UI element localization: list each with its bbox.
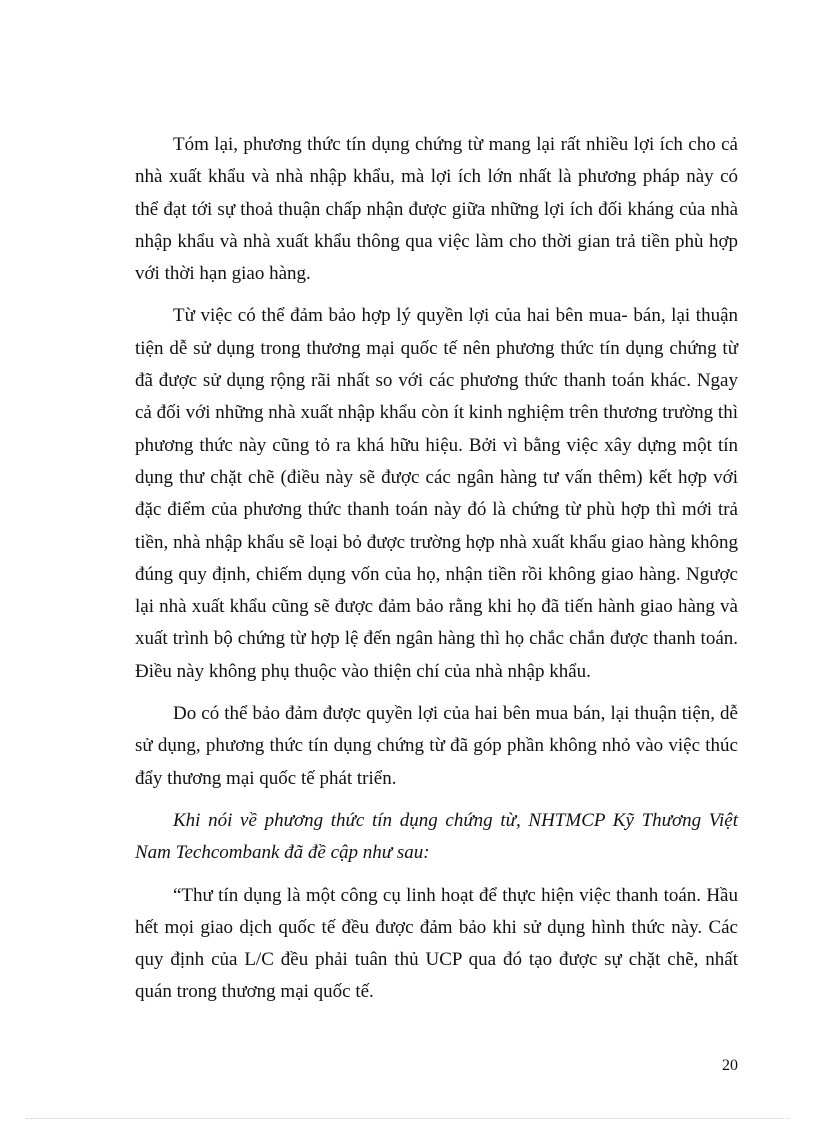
paragraph-trade-promotion: Do có thể bảo đảm được quyền lợi của hai bên mua bán, lại thuận tiện, dễ sử dụng, phương thức tín dụng chứng từ đã góp phần không nhỏ vào việc thúc đẩy thương mại quốc tế phát triển. xyxy=(135,703,738,789)
paragraph-summary: Tóm lại, phương thức tín dụng chứng từ mang lại rất nhiều lợi ích cho cả nhà xuất khẩu và nhà nhập khẩu, mà lợi ích lớn nhất là phương pháp này có thể đạt tới sự thoả thuận chấp nhận được giữa những lợi ích đối kháng của nhà nhập khẩu và nhà xuất khẩu thông qua việc làm cho thời gian trả tiền phù hợp với thời hạn giao hàng. xyxy=(135,134,738,285)
paragraph-quote: “Thư tín dụng là một công cụ linh hoạt để thực hiện việc thanh toán. Hầu hết mọi giao dịch quốc tế đều được đảm bảo khi sử dụng hình thức này. Các quy định của L/C đều phải tuân thủ UCP qua đó tạo được sự chặt chẽ, nhất quán trong thương mại quốc tế. xyxy=(135,884,738,1003)
document-body xyxy=(135,129,738,1019)
paragraph-benefits: Từ việc có thể đảm bảo hợp lý quyền lợi của hai bên mua- bán, lại thuận tiện dễ sử dụng trong thương mại quốc tế nên phương thức tín dụng chứng từ đã được sử dụng rộng rãi nhất so với các phương thức thanh toán khác. Ngay cả đối với những nhà xuất nhập khẩu còn ít kinh nghiệm trên thương trường thì phương thức này cũng tỏ ra khá hữu hiệu. Bởi vì bằng việc xây dựng một tín dụng thư chặt chẽ (điều này sẽ được các ngân hàng tư vấn thêm) kết hợp với đặc điểm của phương thức thanh toán này đó là chứng từ phù hợp thì mới trả tiền, nhà nhập khẩu sẽ loại bỏ được trường hợp nhà xuất khẩu giao hàng không đúng quy định, chiếm dụng vốn của họ, nhận tiền rồi không giao hàng. Ngược lại nhà xuất khẩu cũng sẽ được đảm bảo rằng khi họ đã tiến hành giao hàng và xuất trình bộ chứng từ hợp lệ đến ngân hàng thì họ chắc chắn được thanh toán. Điều này không phụ thuộc vào thiện chí của nhà nhập khẩu. xyxy=(135,305,738,682)
page-bottom-divider xyxy=(26,1118,790,1119)
paragraph-techcombank-intro: Khi nói về phương thức tín dụng chứng từ, NHTMCP Kỹ Thương Việt Nam Techcombank đã đề cập như sau: xyxy=(135,809,738,864)
page-number: 20 xyxy=(722,1057,738,1074)
